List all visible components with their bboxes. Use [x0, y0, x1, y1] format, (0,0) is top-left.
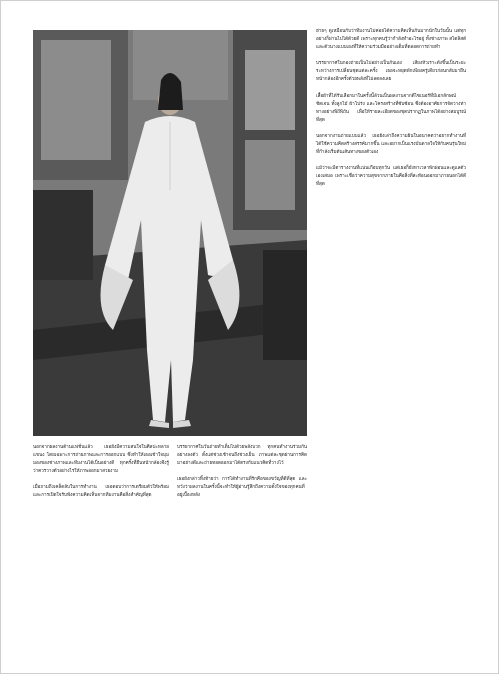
- paragraph: แม้ว่าจะมีตารางงานที่แน่นเกือบทุกวัน แต่เธอก็ยังหาเวลาพักผ่อนและดูแลตัวเองเสมอ เพราะเชื่อว่าความสุขจากภายในคือสิ่งที่สะท้อนออกมาภายนอกได้ดีที่สุด: [316, 166, 466, 188]
- paragraph: เสื้อผ้าที่ได้รับเลือกมาในครั้งนี้ล้วนเป็นผลงานจากดีไซเนอร์ที่มีเอกลักษณ์ชัดเจน ทั้งลูกไม้ ผ้าโปร่ง และโครงสร้างที่ซับซ้อน ซึ่งต้องอาศัยการจัดวางท่าทางอย่างพิถีพิถัน เพื่อให้รายละเอียดของชุดปรากฏในภาพได้อย่างสมบูรณ์ที่สุด: [316, 93, 466, 123]
- paragraph: เมื่อถามถึงเคล็ดลับในการทำงาน เธอตอบว่าการเตรียมตัวให้พร้อมและการเปิดใจรับฟังความคิดเห็นจากทีมงานคือสิ่งสำคัญที่สุด: [33, 485, 169, 499]
- paragraph: นอกจากผลงานด้านแฟชั่นแล้ว เธอยังมีความสนใจในศิลปะหลายแขนง โดยเฉพาะการถ่ายภาพและการออกแบบ ซึ่งทำให้เธอเข้าใจมุมมองของช่างภาพและทีมงานได้เป็นอย่างดี ทุกครั้งที่ยืนหน้ากล้องจึงรู้ว่าควรวางตัวอย่างไรให้ภาพออกมาสวยงาม: [33, 445, 169, 475]
- bottom-left-text-column: [33, 444, 169, 509]
- paragraph: ฮ่ายๆ ดูเหมือนกับว่าทีมงานไม่ค่อยได้ความคิดเห็นกันมากนักในวันนั้น แต่ทุกอย่างก็ผ่านไปได้ด้วยดี เพราะทุกคนรู้ว่ากำลังทำอะไรอยู่ ทั้งช่างภาพ สไตลิสต์ และตัวนางแบบเองที่ให้ความร่วมมืออย่างเต็มที่ตลอดการถ่ายทำ: [316, 29, 466, 51]
- bottom-middle-text-column: [177, 444, 307, 509]
- paragraph: บรรยากาศในวันถ่ายทำเต็มไปด้วยพลังบวก ทุกคนทำงานร่วมกันอย่างลงตัว ตั้งแต่ช่วงเช้าจนถึงช่วงเย็น ภาพแต่ละชุดผ่านการคิดมาอย่างดีและถ่ายทอดออกมาได้ตรงกับแนวคิดที่วางไว้: [177, 445, 307, 467]
- paragraph: บรรยากาศในกองถ่ายเป็นไปอย่างเป็นกันเอง เสียงหัวเราะดังขึ้นเป็นระยะ ระหว่างการเปลี่ยนชุดแต่ละครั้ง เธอจะหยุดพักเพียงครู่เดียวก่อนกลับมายืนหน้ากล้องอีกครั้งด้วยพลังที่ไม่ลดลงเลย: [316, 61, 466, 83]
- paragraph: นอกจากงานถ่ายแบบแล้ว เธอยังเล่าถึงความฝันในอนาคตว่าอยากทำงานที่ได้ใช้ความคิดสร้างสรรค์มากขึ้น และอยากเป็นแรงบันดาลใจให้กับคนรุ่นใหม่ที่กำลังเริ่มต้นเส้นทางของตัวเอง: [316, 133, 466, 156]
- fashion-photo: [33, 30, 307, 436]
- paragraph: เธอยังกล่าวทิ้งท้ายว่า การได้ทำงานที่รักคือของขวัญที่ดีที่สุด และหวังว่าผลงานในครั้งนี้จะทำให้ผู้อ่านรู้สึกถึงความตั้งใจของทุกคนที่อยู่เบื้องหลัง: [177, 477, 307, 499]
- right-text-column: [316, 28, 466, 198]
- photo-illustration: [33, 30, 307, 436]
